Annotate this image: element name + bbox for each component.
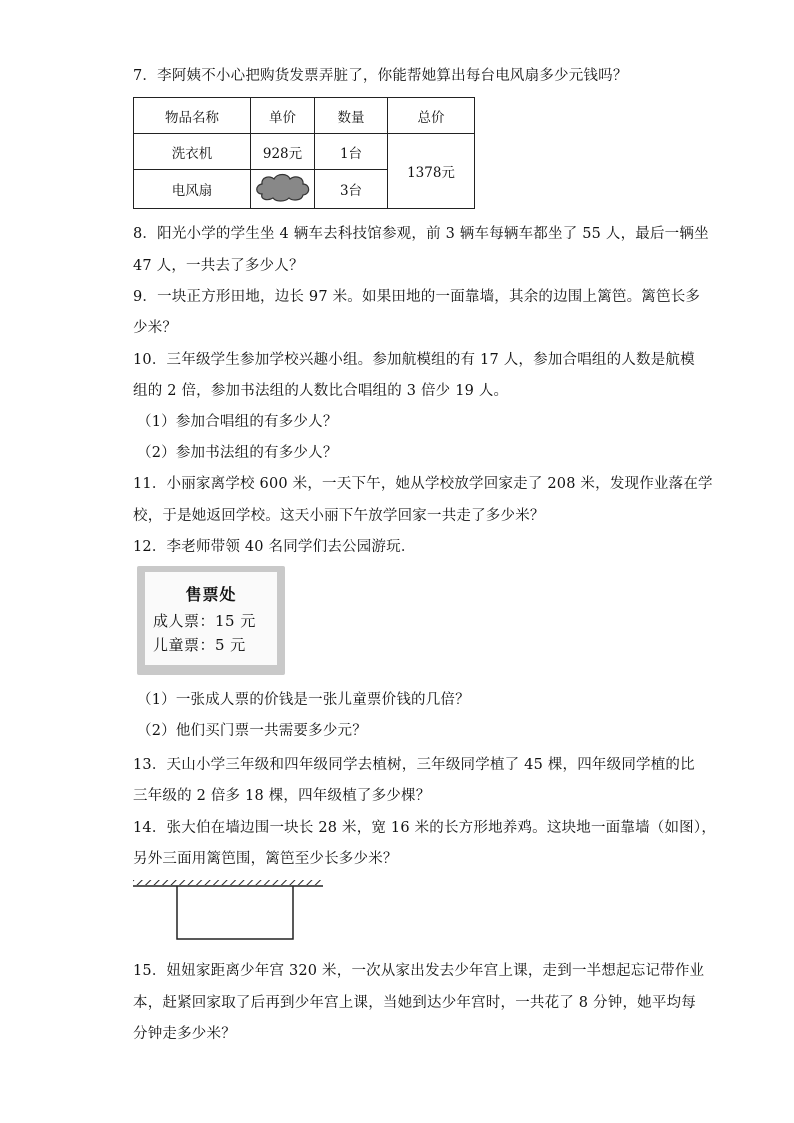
question-12-text: 12．李老师带领 40 名同学们去公园游玩． — [133, 539, 416, 555]
question-13-line-1: 13．天山小学三年级和四年级同学去植树，三年级同学植了 45 棵，四年级同学植的比 — [133, 757, 695, 773]
question-14-line-2: 另外三面用篱笆围，篱笆至少长多少米？ — [133, 851, 398, 867]
ticket-sign-board — [145, 572, 277, 665]
header-quantity: 数量 — [315, 98, 388, 134]
adult-ticket-price: 成人票：15 元 — [153, 612, 256, 630]
question-13-line-2: 三年级的 2 倍多 18 棵，四年级植了多少棵？ — [133, 788, 431, 804]
child-ticket-price: 儿童票：5 元 — [153, 636, 246, 654]
total-cell: 1378元 — [388, 134, 475, 209]
question-12-sub-2: （2）他们买门票一共需要多少元？ — [137, 723, 367, 739]
question-11-line-1: 11．小丽家离学校 600 米，一天下午，她从学校放学回家走了 208 米，发现作业落在学 — [133, 476, 713, 492]
header-unit-price: 单价 — [251, 98, 315, 134]
row-washer-name: 洗衣机 — [134, 134, 251, 170]
question-11-line-2: 校，于是她返回学校。这天小丽下午放学回家一共走了多少米？ — [133, 508, 545, 524]
row-fan-name: 电风扇 — [134, 170, 251, 209]
ticket-sign-title: 售票处 — [185, 585, 237, 604]
row-washer-price: 928元 — [251, 134, 315, 170]
wall-hatching — [133, 880, 323, 885]
question-8-line-2: 47 人，一共去了多少人？ — [133, 258, 304, 274]
question-10-sub-2: （2）参加书法组的有多少人？ — [137, 445, 338, 461]
question-9-line-1: 9．一块正方形田地，边长 97 米。如果田地的一面靠墙，其余的边围上篱笆。篱笆长多 — [133, 289, 701, 305]
ink-stain-cloud-icon — [252, 170, 314, 204]
question-10-line-1: 10．三年级学生参加学校兴趣小组。参加航模组的有 17 人，参加合唱组的人数是航模 — [133, 352, 695, 368]
question-7-text: 7．李阿姨不小心把购货发票弄脏了，你能帮她算出每台电风扇多少元钱吗？ — [133, 68, 628, 84]
question-15-line-1: 15．妞妞家距离少年宫 320 米，一次从家出发去少年宫上课，走到一半想起忘记带作业 — [133, 963, 705, 979]
wall-fence-diagram — [133, 880, 323, 942]
row-fan-price — [251, 170, 315, 209]
header-item-name: 物品名称 — [134, 98, 251, 134]
fence-rectangle — [177, 886, 293, 939]
question-10-line-2: 组的 2 倍，参加书法组的人数比合唱组的 3 倍少 19 人。 — [133, 383, 509, 399]
question-12-sub-1: （1）一张成人票的价钱是一张儿童票价钱的几倍？ — [137, 692, 470, 708]
ticket-booth-sign — [137, 566, 285, 675]
row-fan-qty: 3台 — [315, 170, 388, 209]
question-14-line-1: 14．张大伯在墙边围一块长 28 米，宽 16 米的长方形地养鸡。这块地一面靠墙（如图）， — [133, 820, 717, 836]
question-9-line-2: 少米？ — [133, 320, 178, 336]
header-total: 总价 — [388, 98, 475, 134]
question-15-line-2: 本，赶紧回家取了后再到少年宫上课，当她到达少年宫时，一共花了 8 分钟，她平均每 — [133, 995, 696, 1011]
question-10-sub-1: （1）参加合唱组的有多少人？ — [137, 414, 338, 430]
row-washer-qty: 1台 — [315, 134, 388, 170]
question-15-line-3: 分钟走多少米？ — [133, 1026, 236, 1042]
invoice-table — [133, 97, 475, 209]
question-8-line-1: 8．阳光小学的学生坐 4 辆车去科技馆参观，前 3 辆车每辆车都坐了 55 人，最后一辆坐 — [133, 226, 709, 242]
